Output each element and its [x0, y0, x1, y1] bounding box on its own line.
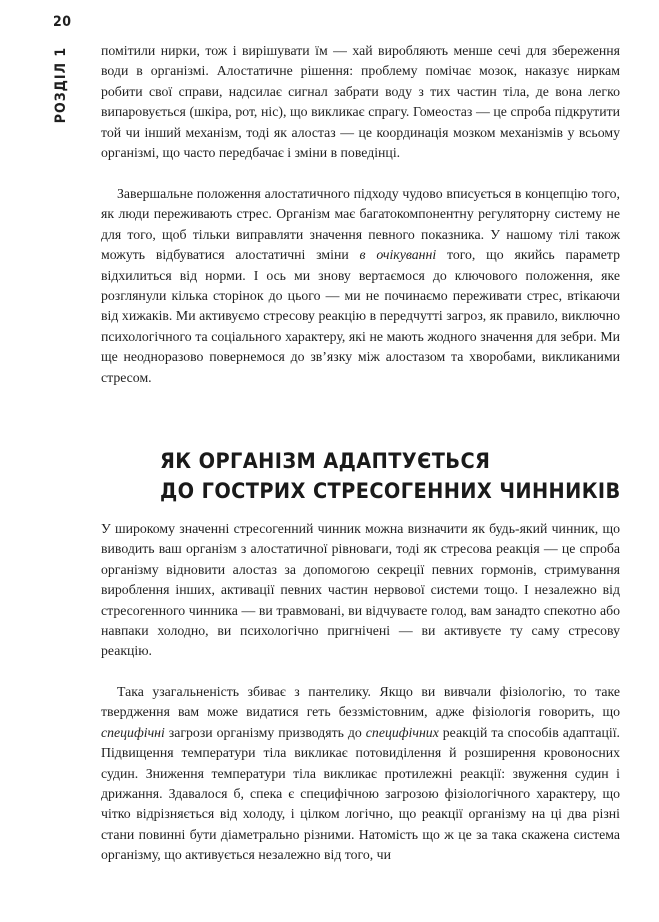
paragraph-2-text-b: того, що якийсь параметр відхилиться від норми. І ось ми знову вертаємося до ключового положення, яке розглянули кілька сторінок до цього — ми не починаємо переживати стрес, втікаючи від хижаків. Ми активуємо стресову реакцію в передчутті загроз, як правило, виключно психологічного та соціального характеру, які не мають жодного значення для зебри. Ми ще неодноразово повернемося до зв’язку між алостазом та хворобами, викликаними стресом. — [101, 247, 620, 385]
paragraph-3: У широкому значенні стресогенний чинник можна визначити як будь-який чинник, що виводить ваш організм з алостатичної рівноваги, тоді як стресова реакція — це спроба організму відновити алостаз за допомогою секреції певних гормонів, стримування вироблення інших, активації певних частин нервової системи тощо. І незалежно від стресогенного чинника — ви травмовані, ви відчуваєте голод, вам занадто спекотно або навпаки холодно, ви психологічно пригнічені — ви активуєте ту саму стресову реакцію. — [101, 521, 620, 659]
paragraph-4 — [101, 682, 620, 866]
paragraph-4-emphasis-2: специфічних — [365, 724, 439, 740]
paragraph-4-text-c: реакцій та способів адаптації. Підвищення температури тіла викликає потовиділення й розширення кровоносних судин. Зниження температури тіла викликає протилежні реакції: звуження судин і дрижання. Здавалося б, спека є специфічною загрозою фізіологічного характеру, що чітко відрізняється від холоду, і цілком логічно, що реакції організму на ці два різні стани повинні бути діаметрально різними. Натомість що ж це за така скажена система організму, що активується незалежно від того, чи — [101, 724, 620, 863]
paragraph-4-text-b: загрози організму призводять до — [164, 724, 366, 740]
paragraph-4-text-a: Така узагальненість збиває з пантелику. Якщо ви вивчали фізіологію, то таке твердження вам може видатися геть беззмістовним, адже фізіологія говорить, що — [101, 684, 620, 720]
paragraph-2 — [101, 184, 620, 388]
section-heading-line-1: ЯК ОРГАНІЗМ АДАПТУЄТЬСЯ — [160, 449, 491, 474]
section-label: РОЗДІЛ 1 — [53, 46, 69, 124]
page-number: 20 — [53, 14, 72, 30]
paragraph-2-emphasis: в очікуванні — [359, 247, 437, 263]
paragraph-2-text-a: Завершальне положення алостатичного підходу чудово вписується в концепцію того, як люди переживають стрес. Організм має багатокомпонентну регуляторну систему не для того, щоб тільки виправляти значення певного показника. У нашому тілі також можуть відбуватися алостатичні зміни — [101, 186, 620, 263]
paragraph-4-emphasis-1: специфічні — [101, 724, 165, 740]
section-heading-line-2: ДО ГОСТРИХ СТРЕСОГЕННИХ ЧИННИКІВ — [160, 479, 621, 504]
paragraph-1: помітили нирки, тож і вирішувати їм — хай виробляють менше сечі для збереження води в організмі. Алостатичне рішення: проблему помічає мозок, наказує ниркам робити свої справи, надсилає сигнал забрати воду з тих частин тіла, де вона легко випаровується (шкіра, рот, ніс), що викликає спрагу. Гомеостаз — це спроба підкрутити той чи інший механізм, тоді як алостаз — це координація мозком механізмів у всьому організмі, що часто передбачає і зміни в поведінці. — [101, 43, 620, 161]
section-heading — [160, 447, 621, 507]
